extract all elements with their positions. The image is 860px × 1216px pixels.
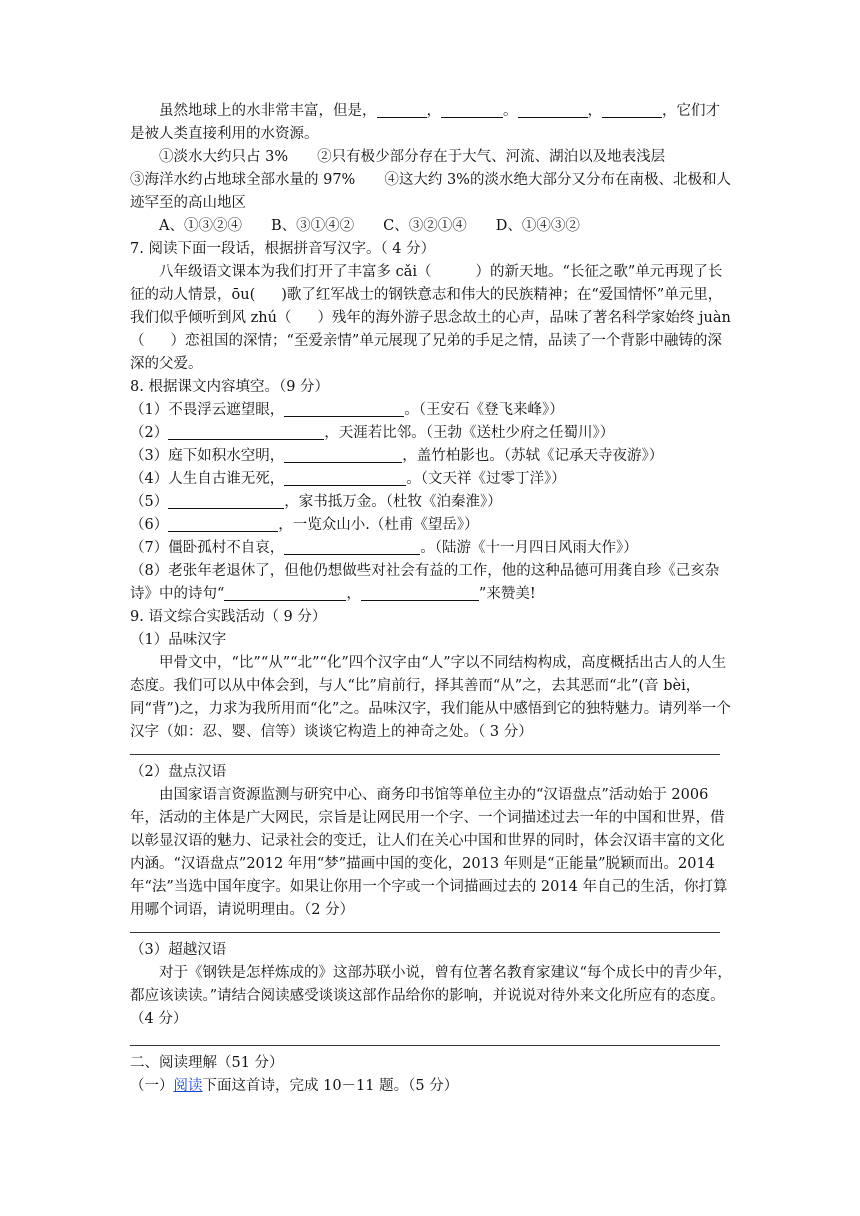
answer-blank[interactable]: [284, 446, 402, 463]
q8-text: （6）: [130, 517, 169, 533]
q6-stem: [130, 100, 732, 146]
answer-blank[interactable]: [602, 101, 662, 118]
q9-sub1-title: （1）品味汉字: [130, 632, 227, 648]
q6-sep: ，: [426, 103, 441, 119]
answer-blank[interactable]: [284, 400, 404, 417]
answer-blank[interactable]: [518, 101, 588, 118]
subsection-prefix: （一）: [130, 1078, 174, 1094]
answer-line[interactable]: [130, 754, 720, 755]
q8-item-7: [130, 537, 732, 560]
section-heading: 二、阅读理解（51 分）: [130, 1055, 284, 1071]
q8-text: （8）老张年老退休了，但他仍想做些对社会有益的工作，他的这种品德可用龚自珍《己亥杂诗》中的诗句“: [130, 563, 720, 602]
q6-sep: 。: [503, 103, 518, 119]
q9-sub2-body: 由国家语言资源监测与研究中心、商务印书馆等单位主办的“汉语盘点”活动始于 2006 年，活动的主体是广大网民，宗旨是让网民用一个字、一个词描述过去一年的中国和世界，借以彰显汉语的魅力、记录社会的变迁，让人们在关心中国和世界的同时，体会汉语丰富的文化内涵。“汉语盘点”2012 年用“梦”描画中国的变化，2013 年则是“正能量”脱颖而出。2014 年“法”当选中国年度字。如果让你用一个字或一个词描画过去的 2014 年自己的生活，你打算用哪个词语，请说明理由。（2 分）: [130, 787, 728, 918]
q9-title: 9. 语文综合实践活动（ 9 分）: [130, 609, 327, 625]
subsection-heading: [130, 1075, 732, 1098]
q8-item-5: [130, 491, 732, 514]
q8-text: （1）不畏浮云遮望眼，: [130, 402, 285, 418]
answer-blank[interactable]: [284, 469, 406, 486]
answer-blank[interactable]: [168, 515, 278, 532]
q8-text: （7）僵卧孤村不自哀，: [130, 540, 285, 556]
q8-item-2: [130, 422, 732, 445]
answer-blank[interactable]: [224, 584, 346, 601]
answer-blank[interactable]: [284, 538, 420, 555]
answer-blank[interactable]: [441, 101, 503, 118]
q8-text: 。（陆游《十一月四日风雨大作》）: [420, 540, 638, 556]
q7-text: )歌了红军战士的钢铁意志和伟大的民族精神；在“爱国情怀”单元里，我们似乎倾听到风 zhú（: [130, 287, 723, 326]
q8-text: ，家书抵万金。（杜牧《泊秦淮》）: [284, 494, 502, 510]
q8-text: ，一览众山小.（杜甫《望岳》）: [278, 517, 479, 533]
answer-blank[interactable]: [377, 101, 427, 118]
q8-item-3: [130, 445, 732, 468]
q8-item-8: [130, 560, 732, 606]
q9-sub1-body: 甲骨文中，“比”“从”“北”“化”四个汉字由“人”字以不同结构构成，高度概括出古人的人生态度。我们可以从中体会到，与人“比”肩前行，择其善而“从”之，去其恶而“北”(音 bèi，同“背”)之，力求为我所用而“化”之。品味汉字，我们能从中感悟到它的独特魅力。请列举一个汉字（如：忍、婴、信等）谈谈它构造上的神奇之处。（ 3 分）: [130, 655, 731, 740]
answer-line[interactable]: [130, 932, 720, 933]
answer-line[interactable]: [130, 1045, 720, 1046]
q7-text: ）的新天地。“长征之歌”单元再现了长征的动人情景，ōu(: [130, 264, 723, 303]
q6-choices: A、①③②④ B、③①④② C、③②①④ D、①④③②: [159, 218, 580, 234]
q8-text: ，: [346, 586, 361, 602]
q8-text: 。（文天祥《过零丁洋》）: [406, 471, 566, 487]
q7-text: ）残年的海外游子思念故土的心声，品味了著名科学家始终 juàn（: [130, 310, 731, 349]
q6-sep: ，: [587, 103, 602, 119]
q6-stem-text-b: ，它们才是被人类直接利用的水资源。: [130, 103, 720, 142]
exam-content: [130, 100, 732, 1098]
q8-text: ”来赞美!: [478, 586, 536, 602]
q7-text: 八年级语文课本为我们打开了丰富多 cǎi（: [159, 264, 432, 280]
subsection-text: 下面这首诗，完成 10－11 题。（5 分）: [202, 1078, 459, 1094]
q9-sub2-title: （2）盘点汉语: [130, 764, 227, 780]
q8-text: ，盖竹柏影也。（苏轼《记承天寺夜游》）: [402, 448, 664, 464]
q7-body: [130, 261, 732, 376]
q8-text: （5）: [130, 494, 169, 510]
q7-title: 7. 阅读下面一段话，根据拼音写汉字。（ 4 分）: [130, 241, 436, 257]
q8-item-1: [130, 399, 732, 422]
q6-option-line-2: ③海洋水约占地球全部水量的 97% ④这大约 3%的淡水绝大部分又分布在南极、北极和人迹罕至的高山地区: [130, 172, 731, 211]
read-link[interactable]: 阅读: [173, 1078, 203, 1094]
q6-stem-text-a: 虽然地球上的水非常丰富，但是，: [159, 103, 377, 119]
q8-text: ，天涯若比邻。（王勃《送杜少府之任蜀川》）: [324, 425, 615, 441]
q8-text: （3）庭下如积水空明，: [130, 448, 285, 464]
q6-option-line-1: ①淡水大约只占 3% ②只有极少部分存在于大气、河流、湖泊以及地表浅层: [159, 149, 666, 165]
answer-blank[interactable]: [361, 584, 479, 601]
q9-sub3-body: 对于《钢铁是怎样炼成的》这部苏联小说，曾有位著名教育家建议“每个成长中的青少年，都应该读读。”请结合阅读感受谈谈这部作品给你的影响，并说说对待外来文化所应有的态度。（4 分）: [130, 965, 732, 1027]
q8-text: （4）人生自古谁无死，: [130, 471, 285, 487]
q7-text: ）恋祖国的深情；“至爱亲情”单元展现了兄弟的手足之情，品读了一个背影中融铸的深深的父爱。: [130, 333, 722, 372]
q8-title: 8. 根据课文内容填空。（9 分）: [130, 379, 330, 395]
q8-text: （2）: [130, 425, 169, 441]
q8-item-4: [130, 468, 732, 491]
q8-text: 。（王安石《登飞来峰》）: [404, 402, 564, 418]
answer-blank[interactable]: [168, 423, 324, 440]
q8-item-6: [130, 514, 732, 537]
q9-sub3-title: （3）超越汉语: [130, 942, 227, 958]
answer-blank[interactable]: [168, 492, 284, 509]
